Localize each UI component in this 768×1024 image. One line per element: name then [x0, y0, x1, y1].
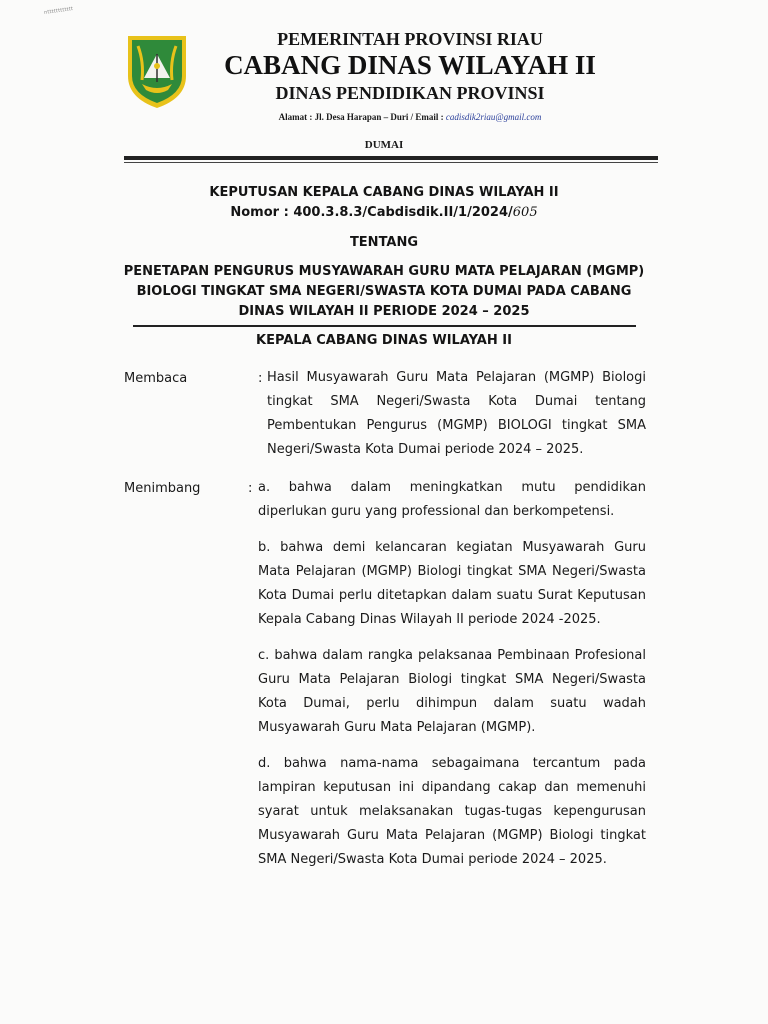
letterhead: [190, 28, 630, 104]
membaca-label: Membaca: [124, 371, 188, 386]
decree-subject-line1: PENETAPAN PENGURUS MUSYAWARAH GURU MATA PELAJARAN (MGMP): [123, 264, 645, 279]
decree-subject-line2: BIOLOGI TINGKAT SMA NEGERI/SWASTA KOTA DUMAI PADA CABANG: [136, 284, 632, 299]
decree-heading: [0, 183, 768, 223]
decree-number: [0, 203, 768, 223]
membaca-colon: :: [258, 371, 263, 386]
address-text: Alamat : Jl. Desa Harapan – Duri / Email :: [278, 112, 446, 122]
subject-divider: [133, 325, 636, 327]
riau-emblem-icon: [124, 32, 190, 110]
decree-subject: [0, 262, 768, 322]
menimbang-point-d: d. bahwa nama-nama sebagaimana tercantum pada lampiran keputusan ini dipandang cakap dan memenuhi syarat untuk melaksanakan tugas-tugas kepengurusan Musyawarah Guru Mata Pelajaran (MGMP) Biologi tingkat SMA Negeri/Swasta Kota Dumai periode 2024 – 2025.: [258, 756, 646, 867]
membaca-text: Hasil Musyawarah Guru Mata Pelajaran (MGMP) Biologi tingkat SMA Negeri/Swasta Kota Dumai tentang Pembentukan Pengurus (MGMP) BIOLOGI tingkat SMA Negeri/Swasta Kota Dumai periode 2024 – 2025.: [267, 370, 646, 457]
menimbang-point-b: b. bahwa demi kelancaran kegiatan Musyawarah Guru Mata Pelajaran (MGMP) Biologi tingkat SMA Negeri/Swasta Kota Dumai perlu ditetapkan dalam suatu Surat Keputusan Kepala Cabang Dinas Wilayah II periode 2024 -2025.: [258, 540, 646, 627]
menimbang-label: Menimbang: [124, 481, 201, 496]
letterhead-divider-thin: [124, 162, 658, 163]
letterhead-department: DINAS PENDIDIKAN PROVINSI: [275, 83, 545, 103]
menimbang-point-c: c. bahwa dalam rangka pelaksanaa Pembinaan Profesional Guru Mata Pelajaran Biologi tingkat SMA Negeri/Swasta Kota Dumai, perlu dihimpun dalam suatu wadah Musyawarah Guru Mata Pelajaran (MGMP).: [258, 648, 646, 735]
decree-title: KEPUTUSAN KEPALA CABANG DINAS WILAYAH II: [209, 185, 559, 200]
letterhead-office: CABANG DINAS WILAYAH II: [224, 50, 596, 80]
decree-subject-line3: DINAS WILAYAH II PERIODE 2024 – 2025: [238, 304, 530, 319]
email-link[interactable]: cadisdik2riau@gmail.com: [445, 112, 542, 122]
decree-number-text: Nomor : 400.3.8.3/Cabdisdik.II/1/2024/: [230, 205, 513, 220]
letterhead-divider: [124, 156, 658, 160]
decree-number-handwritten: 605: [512, 205, 538, 220]
scanner-stamp: ntttttttttttt: [43, 5, 74, 17]
letterhead-government: PEMERINTAH PROVINSI RIAU: [277, 29, 543, 49]
letterhead-city: DUMAI: [364, 139, 404, 151]
menimbang-colon: :: [248, 481, 253, 496]
letterhead-address: [190, 112, 630, 122]
decree-issuer: KEPALA CABANG DINAS WILAYAH II: [256, 333, 512, 348]
menimbang-point-a: a. bahwa dalam meningkatkan mutu pendidikan diperlukan guru yang professional dan berkompetensi.: [258, 480, 646, 519]
decree-about: TENTANG: [349, 235, 419, 250]
